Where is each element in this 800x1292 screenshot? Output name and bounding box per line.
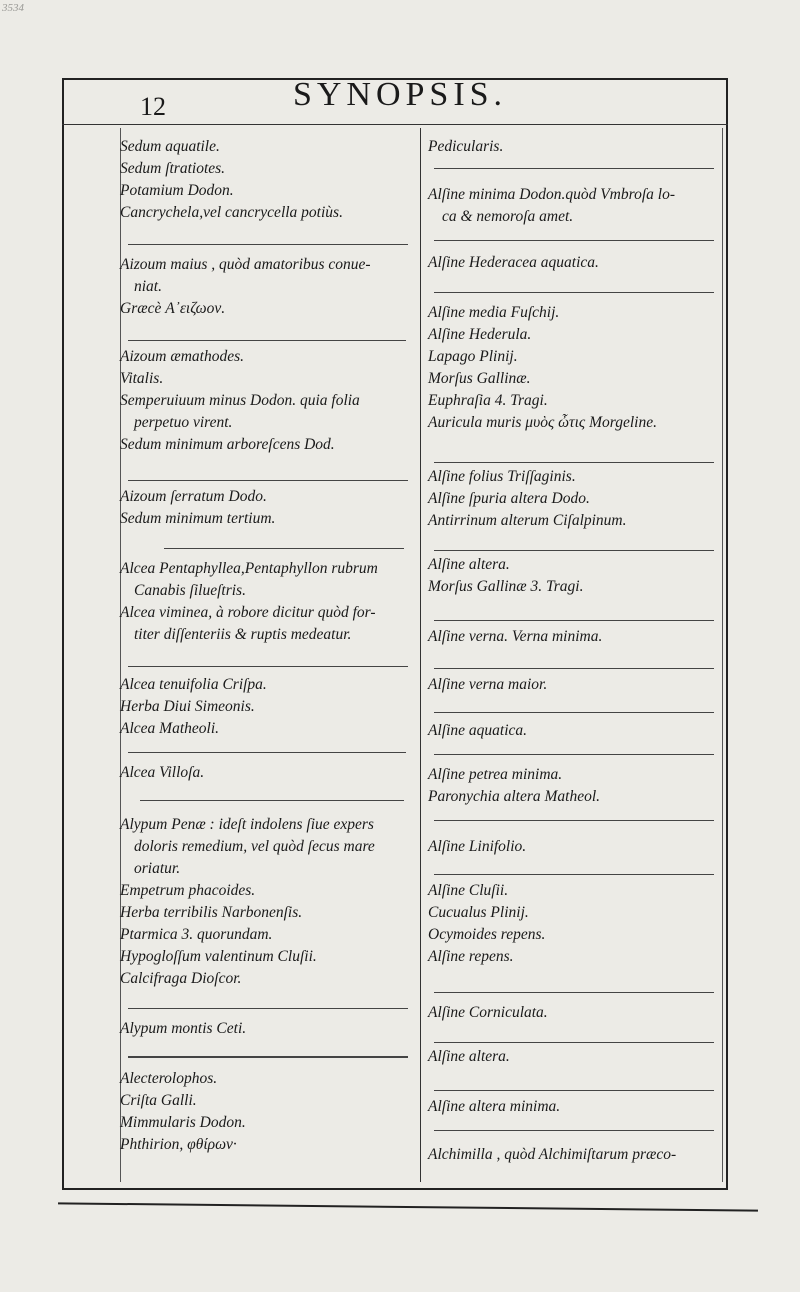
entry-line: Alſine repens.	[428, 948, 514, 965]
entry-group	[428, 184, 675, 228]
entry-line: Lapago Plinij.	[428, 348, 518, 365]
entry-group	[428, 880, 545, 968]
entry-group	[428, 1046, 510, 1068]
entry-line: Sedum minimum tertium.	[120, 510, 276, 527]
entry-line: Alſine ſpuria altera Dodo.	[428, 490, 590, 507]
entry-line: Semperuiuum minus Dodon. quia folia	[120, 392, 360, 409]
entry-group	[428, 1096, 560, 1118]
entry-line: Alcea Matheoli.	[120, 720, 219, 737]
entry-line: Alſine minima Dodon.quòd Vmbroſa lo-	[428, 186, 675, 203]
entry-line: Pedicularis.	[428, 138, 504, 155]
entry-line: Alſine folius Triſſaginis.	[428, 468, 576, 485]
entry-line: Alcea Pentaphyllea,Pentaphyllon rubrum	[120, 560, 378, 577]
separator	[434, 1130, 714, 1131]
catalog-mark: 3534	[2, 2, 24, 14]
entry-group	[120, 1068, 246, 1156]
entry-line: Mimmularis Dodon.	[120, 1114, 246, 1131]
entry-line: Alſine Hederula.	[428, 326, 532, 343]
column-divider	[420, 128, 421, 1182]
separator	[434, 292, 714, 293]
entry-line: Alſine verna maior.	[428, 676, 548, 693]
entry-line: Aizoum ſerratum Dodo.	[120, 488, 267, 505]
entry-line: Alſine altera.	[428, 1048, 510, 1065]
entry-line: Potamium Dodon.	[120, 182, 234, 199]
entry-line: Morſus Gallinæ 3. Tragi.	[428, 578, 584, 595]
separator	[140, 800, 404, 801]
entry-line: Alſine petrea minima.	[428, 766, 563, 783]
entry-line: Alſine Linifolio.	[428, 838, 527, 855]
entry-line: niat.	[134, 278, 162, 295]
header-rule	[62, 124, 728, 125]
separator	[434, 620, 714, 621]
entry-group	[120, 136, 343, 224]
entry-line: Euphraſia 4. Tragi.	[428, 392, 548, 409]
entry-line: Herba terribilis Narbonenſis.	[120, 904, 303, 921]
entry-line: Hypogloſſum valentinum Cluſii.	[120, 948, 317, 965]
entry-line: Græcè Α᾽ειζωον.	[120, 300, 226, 317]
entry-line: Alecterolophos.	[120, 1070, 218, 1087]
separator	[434, 668, 714, 669]
separator	[434, 992, 714, 993]
separator	[164, 548, 404, 549]
separator	[128, 752, 406, 753]
page-number: 12	[140, 92, 166, 121]
entry-group	[428, 1002, 548, 1024]
entry-group	[428, 252, 599, 274]
entry-group	[120, 254, 371, 320]
entry-line: Cancrychela,vel cancrycella potiùs.	[120, 204, 343, 221]
entry-group	[428, 720, 527, 742]
separator	[128, 666, 408, 667]
entry-line: Paronychia altera Matheol.	[428, 788, 601, 805]
entry-group	[428, 466, 627, 532]
entry-group	[428, 1144, 676, 1166]
entry-line: doloris remedium, vel quòd ſecus mare	[134, 838, 375, 855]
entry-line: oriatur.	[134, 860, 181, 877]
separator	[434, 462, 714, 463]
entry-group	[120, 558, 378, 646]
entry-line: Alſine Corniculata.	[428, 1004, 548, 1021]
entry-line: Herba Diui Simeonis.	[120, 698, 255, 715]
entry-group	[428, 136, 503, 158]
separator	[434, 1042, 714, 1043]
entry-line: Alſine Cluſii.	[428, 882, 509, 899]
entry-line: Alchimilla , quòd Alchimiſtarum præco-	[428, 1146, 677, 1163]
separator	[434, 1090, 714, 1091]
entry-line: Antirrinum alterum Ciſalpinum.	[428, 512, 627, 529]
entry-group	[428, 674, 547, 696]
entry-group	[120, 762, 204, 784]
entry-line: Sedum minimum arboreſcens Dod.	[120, 436, 335, 453]
entry-line: Alypum Penæ : ideſt indolens ſiue expers	[120, 816, 374, 833]
separator	[128, 340, 406, 341]
entry-line: titer diſſenteriis & ruptis medeatur.	[134, 626, 352, 643]
entry-group	[120, 1018, 246, 1040]
entry-line: Alſine verna. Verna minima.	[428, 628, 603, 645]
entry-line: Calcifraga Dioſcor.	[120, 970, 242, 987]
entry-line: Alſine aquatica.	[428, 722, 528, 739]
entry-line: Criſta Galli.	[120, 1092, 197, 1109]
entry-group	[120, 814, 375, 990]
entry-group	[120, 346, 360, 456]
right-column-edge	[722, 128, 723, 1182]
entry-line: Empetrum phacoides.	[120, 882, 256, 899]
entry-group	[120, 674, 267, 740]
separator	[434, 754, 714, 755]
entry-group	[428, 764, 600, 808]
entry-line: perpetuo virent.	[134, 414, 233, 431]
entry-line: Aizoum maius , quòd amatoribus conue-	[120, 256, 371, 273]
separator	[434, 874, 714, 875]
entry-line: Alſine altera minima.	[428, 1098, 561, 1115]
entry-line: Vitalis.	[120, 370, 164, 387]
entry-line: Phthirion, φθίρων·	[120, 1136, 237, 1153]
entry-line: Aizoum æmathodes.	[120, 348, 244, 365]
entry-line: Alſine media Fuſchij.	[428, 304, 560, 321]
separator	[128, 244, 408, 245]
entry-line: Alcea viminea, à robore dicitur quòd for-	[120, 604, 376, 621]
separator	[128, 1008, 408, 1009]
separator	[434, 820, 714, 821]
separator	[434, 168, 714, 169]
entry-line: Sedum ſtratiotes.	[120, 160, 226, 177]
separator	[434, 240, 714, 241]
bottom-rule	[58, 1202, 758, 1211]
entry-line: Cucualus Plinij.	[428, 904, 529, 921]
separator	[434, 550, 714, 551]
entry-line: Sedum aquatile.	[120, 138, 220, 155]
entry-line: Ptarmica 3. quorundam.	[120, 926, 273, 943]
entry-group	[428, 554, 583, 598]
entry-line: Alcea Villoſa.	[120, 764, 205, 781]
entry-line: Alcea tenuifolia Criſpa.	[120, 676, 267, 693]
entry-line: ca & nemoroſa amet.	[442, 208, 574, 225]
entry-line: Ocymoides repens.	[428, 926, 546, 943]
entry-line: Auricula muris μυὸς ὦτις Morgeline.	[428, 414, 657, 431]
entry-group	[428, 836, 526, 858]
separator	[434, 712, 714, 713]
entry-group	[428, 302, 657, 434]
separator	[128, 480, 408, 481]
entry-line: Morſus Gallinæ.	[428, 370, 531, 387]
entry-line: Alypum montis Ceti.	[120, 1020, 247, 1037]
entry-line: Canabis ſilueſtris.	[134, 582, 246, 599]
page-title: SYNOPSIS.	[292, 76, 508, 113]
entry-group	[120, 486, 275, 530]
entry-line: Alſine Hederacea aquatica.	[428, 254, 599, 271]
entry-group	[428, 626, 602, 648]
entry-line: Alſine altera.	[428, 556, 510, 573]
separator	[128, 1056, 408, 1058]
